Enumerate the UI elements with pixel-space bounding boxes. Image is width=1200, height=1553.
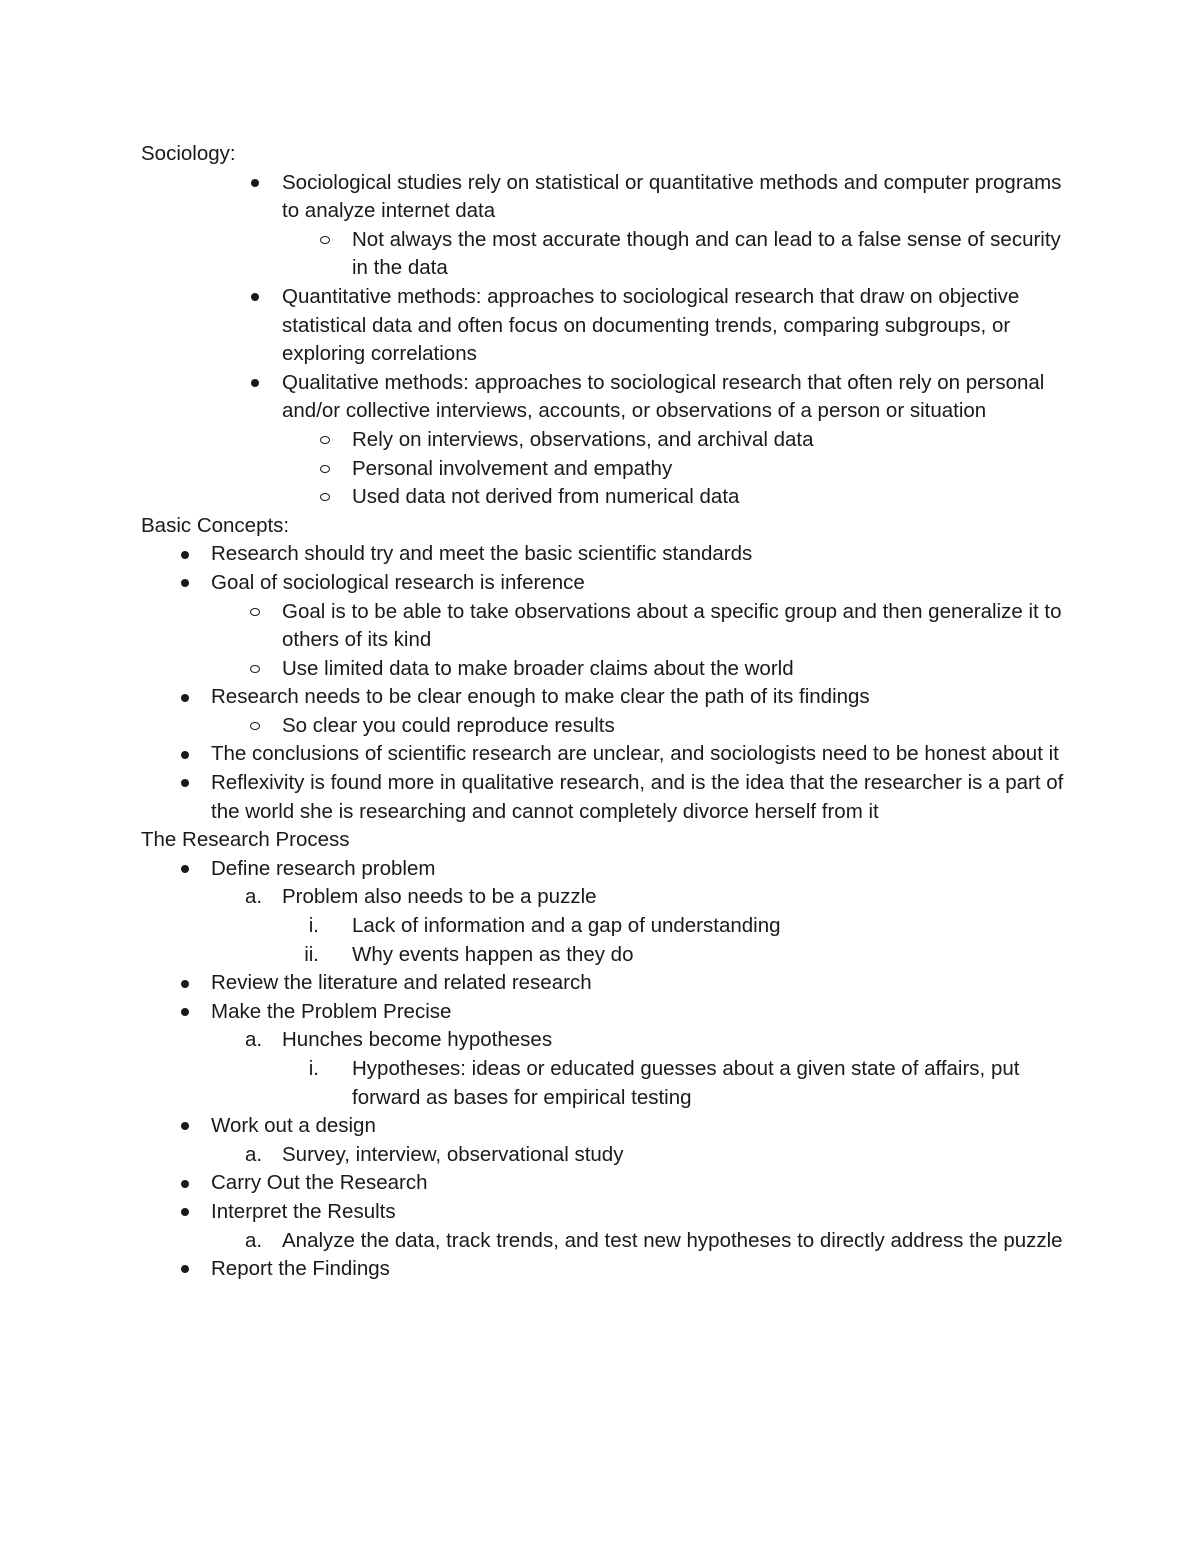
list-item	[141, 598, 1071, 655]
list-marker: a.	[245, 1142, 263, 1166]
list-item	[141, 912, 1071, 941]
list-item	[141, 998, 1071, 1027]
list-item-text: Qualitative methods: approaches to sociological research that often rely on personal and/or collective interviews, accounts, or observations of a person or situation	[282, 370, 1045, 423]
list-item	[141, 369, 1071, 426]
bullet-disc-icon	[248, 369, 262, 398]
list-marker: i.	[308, 914, 319, 938]
list-item-text: Use limited data to make broader claims about the world	[282, 656, 794, 680]
list-item	[141, 169, 1071, 226]
bullet-circle-icon	[248, 712, 262, 741]
list-item	[141, 855, 1071, 884]
list-item-text: Rely on interviews, observations, and archival data	[352, 427, 814, 451]
list-item	[141, 1026, 1071, 1055]
list-item-text: Make the Problem Precise	[211, 999, 452, 1023]
bullet-circle-icon	[318, 483, 332, 512]
section-heading: Sociology:	[141, 142, 236, 165]
bullet-disc-icon	[178, 683, 192, 712]
list-item	[141, 569, 1071, 598]
list-item-text: Report the Findings	[211, 1257, 390, 1281]
bullet-disc-icon	[248, 169, 262, 198]
list-item-text: Personal involvement and empathy	[352, 456, 673, 480]
list-marker: a.	[245, 1028, 263, 1052]
list-item-text: Carry Out the Research	[211, 1171, 428, 1195]
list-item	[141, 1112, 1071, 1141]
list-item	[141, 1169, 1071, 1198]
bullet-disc-icon	[178, 1112, 192, 1141]
list-item	[141, 1227, 1071, 1256]
section-basic-concepts	[141, 512, 1071, 827]
list-marker: a.	[245, 1228, 263, 1252]
section-heading: The Research Process	[141, 828, 350, 852]
list-item-text: Interpret the Results	[211, 1199, 396, 1223]
list-item-text: Goal of sociological research is inference	[211, 570, 585, 594]
list-marker: ii.	[304, 942, 319, 966]
list-item	[141, 883, 1071, 912]
bullet-circle-icon	[318, 455, 332, 484]
list-item-text: Quantitative methods: approaches to sociological research that draw on objective statistical data and often focus on documenting trends, comparing subgroups, or exploring correlations	[282, 284, 1020, 366]
bullet-disc-icon	[178, 998, 192, 1027]
list-item-text: Research should try and meet the basic scientific standards	[211, 542, 753, 566]
section-sociology	[141, 140, 1071, 512]
bullet-list	[141, 169, 1071, 512]
bullet-disc-icon	[178, 855, 192, 884]
bullet-disc-icon	[178, 1169, 192, 1198]
list-item	[141, 540, 1071, 569]
list-item	[141, 283, 1071, 369]
list-item	[141, 1255, 1071, 1284]
list-marker: a.	[245, 885, 263, 909]
list-item-text: Why events happen as they do	[352, 942, 634, 966]
bullet-disc-icon	[248, 283, 262, 312]
list-item-text: Lack of information and a gap of understanding	[352, 914, 781, 938]
section-research-process	[141, 826, 1071, 1284]
list-item-text: Used data not derived from numerical data	[352, 485, 740, 509]
list-item	[141, 712, 1071, 741]
document-content	[141, 140, 1071, 1284]
bullet-disc-icon	[178, 569, 192, 598]
section-heading: Basic Concepts:	[141, 513, 290, 537]
list-item-text: Review the literature and related research	[211, 971, 592, 995]
bullet-disc-icon	[178, 540, 192, 569]
list-item-text: Sociological studies rely on statistical or quantitative methods and computer programs to analyze internet data	[282, 170, 1062, 223]
list-item	[141, 455, 1071, 484]
bullet-circle-icon	[318, 426, 332, 455]
list-item-text: Goal is to be able to take observations about a specific group and then generalize it to others of its kind	[282, 599, 1062, 652]
list-item	[141, 1055, 1071, 1112]
bullet-circle-icon	[318, 226, 332, 255]
list-item	[141, 426, 1071, 455]
list-item-text: Problem also needs to be a puzzle	[282, 885, 597, 909]
bullet-list	[141, 855, 1071, 1284]
list-item-text: Hypotheses: ideas or educated guesses about a given state of affairs, put forward as bases for empirical testing	[352, 1057, 1020, 1109]
bullet-disc-icon	[178, 769, 192, 798]
bullet-circle-icon	[248, 598, 262, 627]
list-item	[141, 683, 1071, 712]
list-item	[141, 769, 1071, 826]
list-item	[141, 226, 1071, 283]
list-item	[141, 1198, 1071, 1227]
bullet-circle-icon	[248, 655, 262, 684]
list-item-text: Reflexivity is found more in qualitative research, and is the idea that the researcher is a part of the world she is researching and cannot completely divorce herself from it	[211, 771, 1064, 823]
bullet-disc-icon	[178, 969, 192, 998]
list-item	[141, 655, 1071, 684]
list-item-text: Define research problem	[211, 856, 436, 880]
bullet-disc-icon	[178, 1198, 192, 1227]
bullet-disc-icon	[178, 1255, 192, 1284]
list-item-text: Work out a design	[211, 1114, 376, 1138]
list-item	[141, 1141, 1071, 1170]
list-item-text: Hunches become hypotheses	[282, 1028, 553, 1052]
list-item	[141, 941, 1071, 970]
bullet-list	[141, 540, 1071, 826]
list-marker: i.	[308, 1057, 319, 1080]
list-item-text: So clear you could reproduce results	[282, 713, 615, 737]
list-item-text: Survey, interview, observational study	[282, 1142, 624, 1166]
list-item	[141, 969, 1071, 998]
list-item-text: Not always the most accurate though and can lead to a false sense of security in the data	[352, 227, 1061, 280]
list-item	[141, 740, 1071, 769]
list-item	[141, 483, 1071, 512]
list-item-text: Analyze the data, track trends, and test new hypotheses to directly address the puzzle	[282, 1228, 1063, 1252]
list-item-text: Research needs to be clear enough to make clear the path of its findings	[211, 685, 870, 709]
list-item-text: The conclusions of scientific research are unclear, and sociologists need to be honest about it	[211, 742, 1059, 766]
bullet-disc-icon	[178, 740, 192, 769]
